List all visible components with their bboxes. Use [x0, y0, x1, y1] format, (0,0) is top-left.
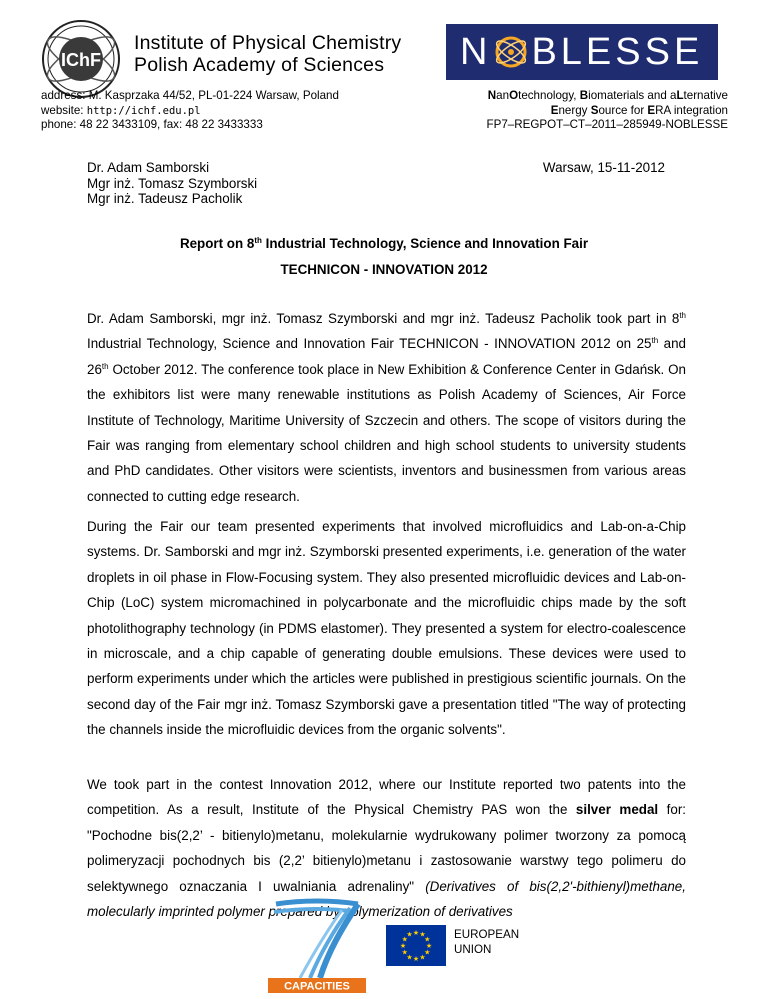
- paragraph-contest: We took part in the contest Innovation 2012, where our Institute reported two patents into the competition. As a result, Institute of the Physical Chemistry PAS won the silver medal for: "Pochodne bis(2,2’ - bitienylo)metanu, molekularnie wydrukowany polimer tworzony za pomocą polimeryzacji pochodnych bis (2,2’ bitienylo)metanu i zastosowanie warstwy tego polimeru do selektywnego oznaczania I uwalniania adrenaliny" (Derivatives of bis(2,2'-bithienyl)methane, molecularly imprinted polymer prepared by polymerization of derivatives: [87, 777, 686, 920]
- author-list: [87, 160, 257, 207]
- paragraph-participation: Dr. Adam Samborski, mgr inż. Tomasz Szymborski and mgr inż. Tadeusz Pacholik took part in 8th Industrial Technology, Science and Innovation Fair TECHNICON - INNOVATION 2012 on 25th and 26th October 2012. The conference took place in New Exhibition & Conference Center in Gdańsk. On the exhibitors list were many renewable institutions as Polish Academy of Sciences, Air Force Institute of Technology, Maritime University of Szczecin and others. The scope of visitors during the Fair was ranging from elementary school children and high school students to university students and PhD candidates. Other visitors were scientists, inventors and businessmen from various areas connected to cutting edge research.: [87, 311, 687, 504]
- eu-label: [454, 927, 519, 957]
- noblesse-logo-rest: BLESSE: [531, 31, 704, 73]
- eu-star-icon: ★: [401, 948, 408, 957]
- eu-label-line1: EUROPEAN: [454, 928, 520, 941]
- project-grant-number: FP7–REGPOT–CT–2011–285949-NOBLESSE: [486, 118, 728, 131]
- eu-star-icon: ★: [424, 948, 431, 957]
- noblesse-atom-icon: [492, 32, 530, 72]
- ichf-logo-text: IChF: [61, 50, 101, 70]
- event-name: TECHNICON - INNOVATION 2012: [280, 262, 488, 277]
- report-title: Report on 8th Industrial Technology, Science and Innovation Fair: [179, 236, 589, 251]
- eu-label-line2: UNION: [454, 943, 492, 956]
- noblesse-logo-n: N: [460, 31, 492, 73]
- eu-star-icon: ★: [399, 942, 407, 950]
- eu-star-icon: ★: [424, 935, 431, 944]
- phone-fax: phone: 48 22 3433109, fax: 48 22 3433333: [41, 118, 263, 131]
- website-line: [41, 104, 339, 119]
- address: address: M. Kasprzaka 44/52, PL-01-224 Warsaw, Poland: [41, 89, 339, 102]
- eu-star-icon: ★: [406, 953, 413, 962]
- noblesse-logo: [446, 24, 718, 80]
- institute-name: [134, 32, 401, 76]
- website-link[interactable]: http://ichf.edu.pl: [86, 104, 201, 117]
- silver-medal: silver medal: [575, 802, 659, 818]
- eu-star-icon: ★: [425, 942, 433, 950]
- eu-star-icon: ★: [419, 953, 426, 962]
- project-line1: NanOtechnology, Biomaterials and aLternative: [487, 89, 728, 102]
- eu-star-icon: ★: [419, 930, 426, 939]
- report-date: Warsaw, 15-11-2012: [542, 160, 665, 175]
- eu-star-icon: ★: [412, 929, 420, 937]
- eu-star-icon: ★: [406, 930, 413, 939]
- author-3: Mgr inż. Tadeusz Pacholik: [87, 191, 243, 206]
- paragraph-experiments: During the Fair our team presented experiments that involved microfluidics and Lab-on-a-Chip systems. Dr. Samborski and mgr inż. Szymborski presented experiments, i.e. generation of the water droplets in oil phase in Flow-Focusing system. They also presented microfluidic devices and Lab-on-Chip (LoC) system micromachined in polycarbonate and the microfluidic chips made by the soft photolithography technology (in PDMS elastomer). They presented a system for electro-coalescence in microscale, and a chip capable of generating double emulsions. These devices were used to perform experiments under which the articles were published in prestigious scientific journals. On the second day of the Fair mgr inż. Tomasz Szymborski gave a presentation titled "The way of protecting the channels inside the microfluidic devices from the organic solvents".: [87, 519, 686, 738]
- institute-name-line2: Polish Academy of Sciences: [134, 54, 385, 76]
- institute-contact: [41, 89, 339, 133]
- ichf-logo: [40, 18, 122, 100]
- eu-star-icon: ★: [401, 935, 408, 944]
- website-label: website:: [41, 103, 87, 117]
- author-2: Mgr inż. Tomasz Szymborski: [87, 175, 258, 191]
- project-info: [487, 89, 728, 133]
- project-line2: Energy Source for ERA integration: [550, 103, 728, 117]
- eu-star-icon: ★: [412, 955, 420, 963]
- author-1: Dr. Adam Samborski: [87, 160, 210, 175]
- eu-flag-icon: [386, 925, 446, 966]
- institute-name-line1: Institute of Physical Chemistry: [134, 32, 402, 54]
- fp7-label: CAPACITIES: [284, 980, 350, 993]
- fp7-capacities-logo: [262, 898, 372, 994]
